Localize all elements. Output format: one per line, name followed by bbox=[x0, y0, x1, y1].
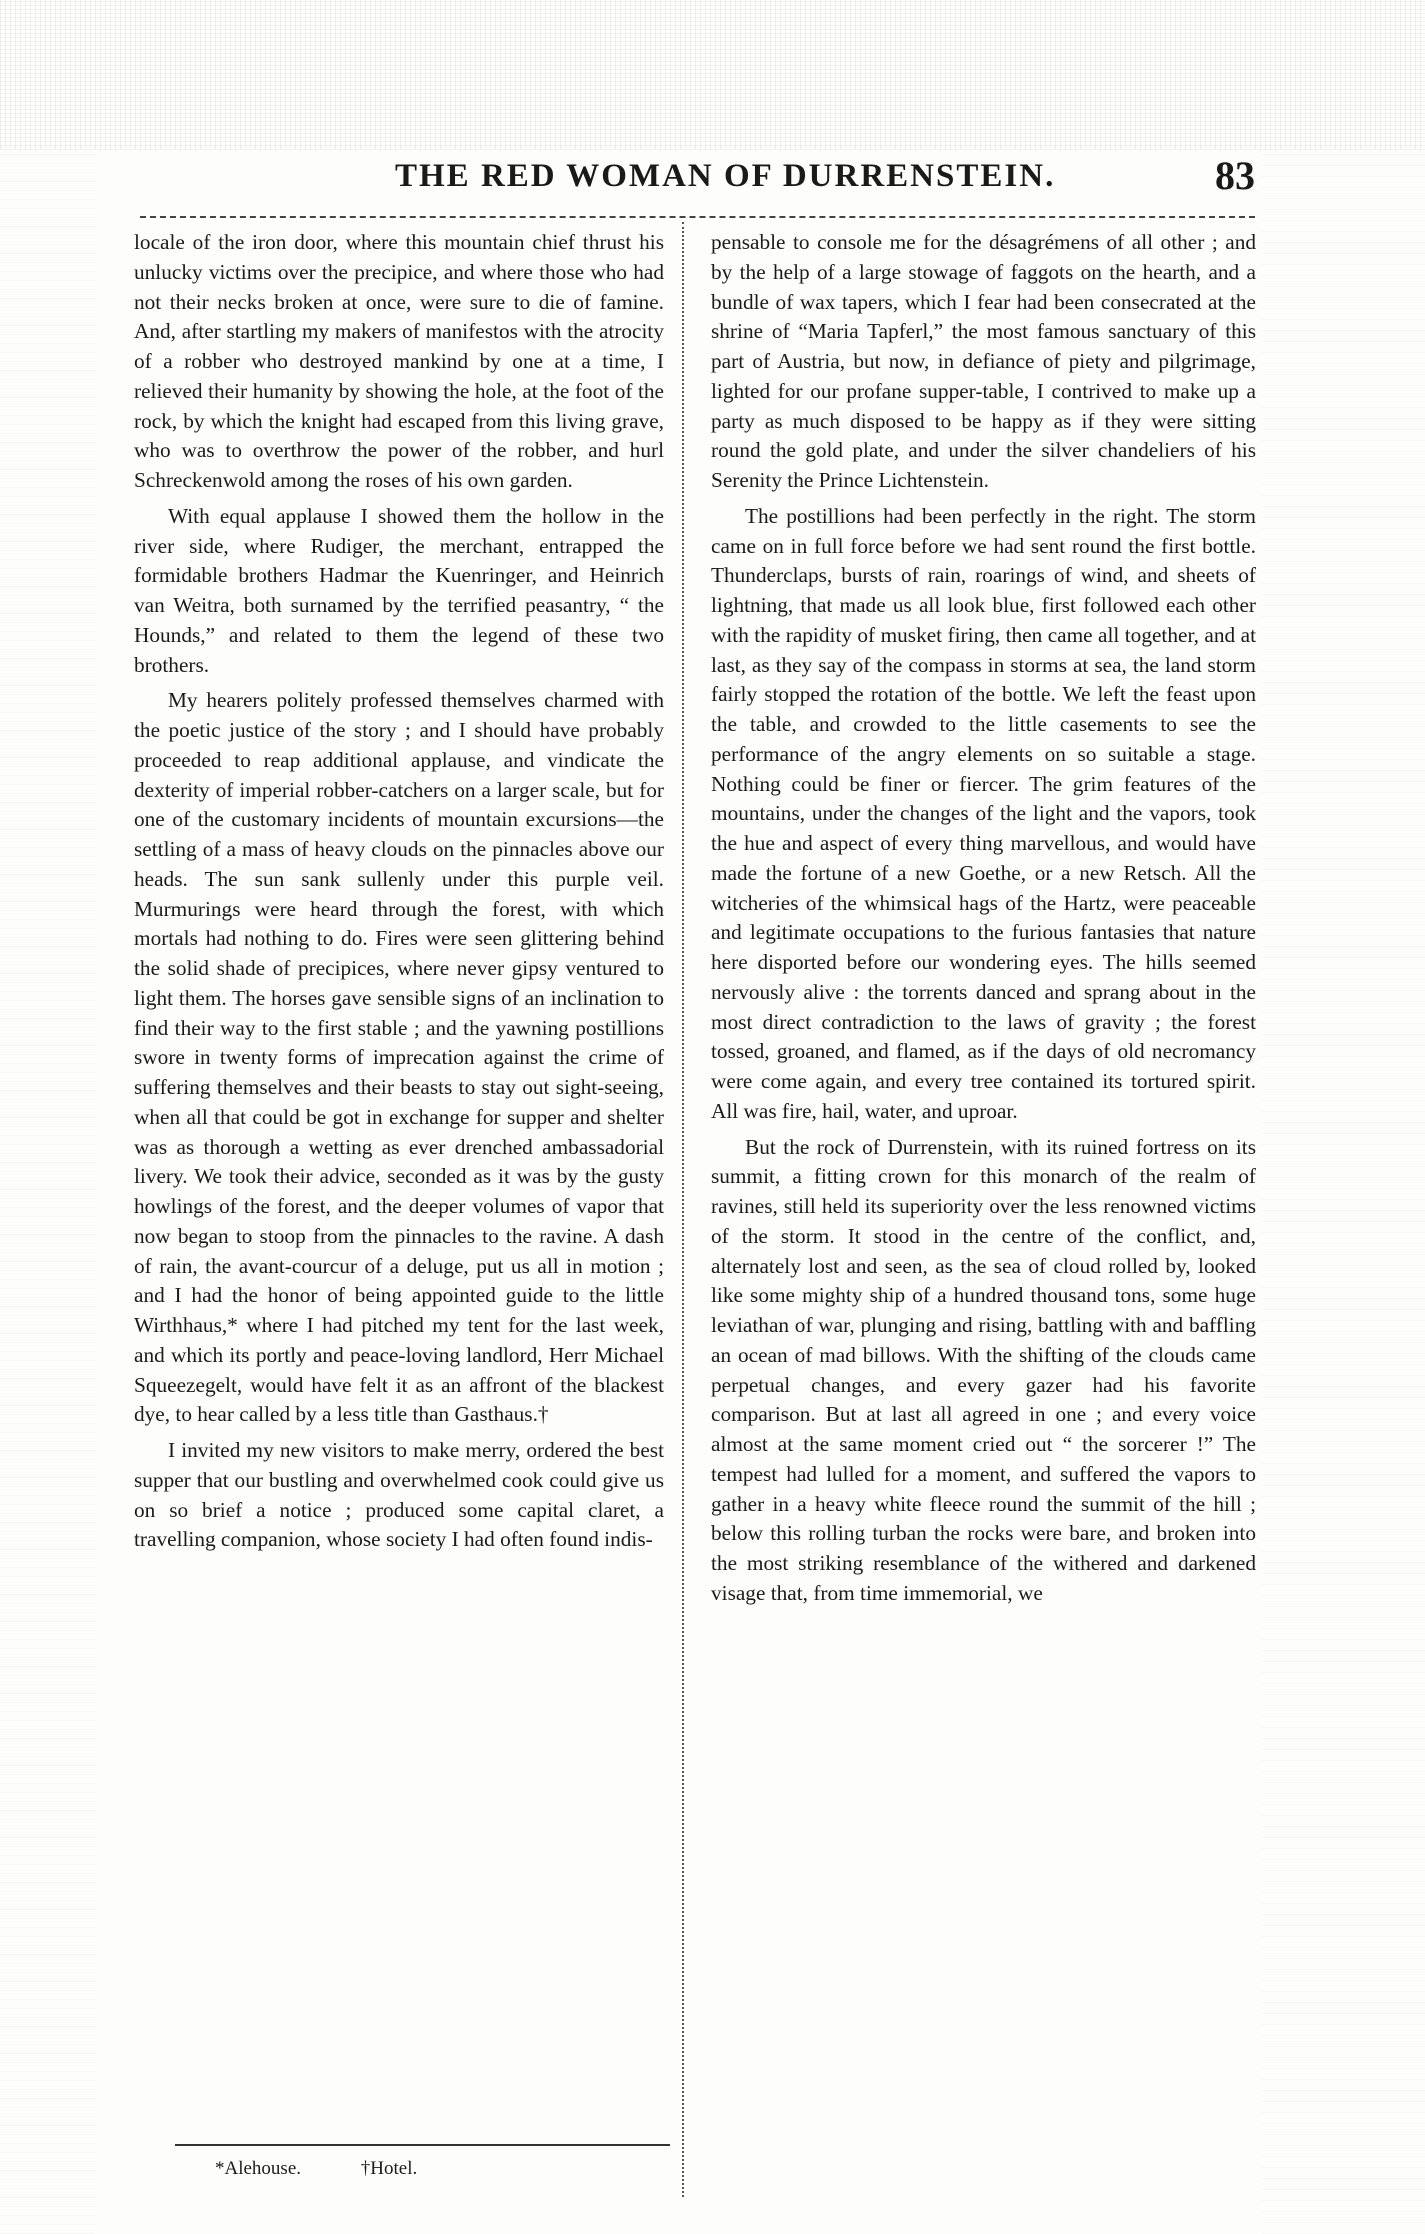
page-header bbox=[395, 150, 1265, 202]
scan-noise-top bbox=[0, 0, 1425, 150]
footnote-alehouse: *Alehouse. bbox=[215, 2158, 302, 2179]
footnote-hotel: †Hotel. bbox=[360, 2158, 418, 2179]
left-column bbox=[134, 228, 664, 1555]
scan-noise-right bbox=[1262, 150, 1425, 2234]
running-title: THE RED WOMAN OF DURRENSTEIN. bbox=[395, 158, 1056, 194]
paragraph: locale of the iron door, where this mountain chief thrust his unlucky victims over the precipice, and where those who had not their necks broken at once, were sure to die of famine. And, after startling my makers of manifestos with the atrocity of a robber who destroyed mankind by one at a time, I relieved their humanity by showing the hole, at the foot of the rock, by which the knight had escaped from this living grave, who was to overthrow the power of the robber, and hurl Schreckenwold among the roses of his own garden. bbox=[134, 230, 664, 492]
paragraph: With equal applause I showed them the hollow in the river side, where Rudiger, the merchant, entrapped the formidable brothers Hadmar the Kuenringer, and Heinrich van Weitra, both surnamed by the terrified peasantry, “ the Hounds,” and related to them the legend of these two brothers. bbox=[134, 503, 664, 677]
footnote-rule bbox=[175, 2144, 670, 2146]
paragraph: My hearers politely professed themselves charmed with the poetic justice of the story ; and I should have probably proceeded to reap additional applause, and vindicate the dexterity of imperial robber-catchers on a larger scale, but for one of the customary incidents of mountain excursions—the settling of a mass of heavy clouds on the pinnacles above our heads. The sun sank sullenly under this purple veil. Murmurings were heard through the forest, with which mortals had nothing to do. Fires were seen glittering behind the solid shade of precipices, where never gipsy ventured to light them. The horses gave sensible signs of an inclination to find their way to the first stable ; and the yawning postillions swore in twenty forms of imprecation against the crime of suffering themselves and their beasts to stay out sight-seeing, when all that could be got in exchange for supper and shelter was as thorough a wetting as ever drenched ambassadorial livery. We took their advice, seconded as it was by the gusty howlings of the forest, and the deeper volumes of vapor that now began to stoop from the pinnacles to the ravine. A dash of rain, the avant-courcur of a deluge, put us all in motion ; and I had the honor of being appointed guide to the little Wirthhaus,* where I had pitched my tent for the last week, and which its portly and peace-loving landlord, Herr Michael Squeezegelt, would have felt it as an affront of the blackest dye, to hear called by a less title than Gasthaus.† bbox=[134, 688, 664, 1427]
paragraph: I invited my new visitors to make merry, ordered the best supper that our bustling and overwhelmed cook could give us on so brief a notice ; produced some capital claret, a travelling companion, whose society I had often found indis- bbox=[134, 1438, 664, 1552]
right-column bbox=[711, 228, 1256, 1609]
scan-noise-left bbox=[0, 150, 95, 2234]
footnotes bbox=[215, 2158, 645, 2180]
page-number: 83 bbox=[1215, 153, 1255, 198]
header-rule bbox=[140, 216, 1255, 218]
column-divider bbox=[682, 222, 684, 2197]
paragraph: But the rock of Durrenstein, with its ruined fortress on its summit, a fitting crown for this monarch of the realm of ravines, still held its superiority over the less renowned victims of the storm. It stood in the centre of the conflict, and, alternately lost and seen, as the sea of cloud rolled by, looked like some mighty ship of a hundred thousand tons, some huge leviathan of war, plunging and rising, battling with and baffling an ocean of mad billows. With the shifting of the clouds came perpetual changes, and every gazer had his favorite comparison. But at last all agreed in one ; and every voice almost at the same moment cried out “ the sorcerer !” The tempest had lulled for a moment, and suffered the vapors to gather in a heavy white fleece round the summit of the hill ; below this rolling turban the rocks were bare, and broken into the most striking resemblance of the withered and darkened visage that, from time immemorial, we bbox=[711, 1134, 1256, 1605]
paragraph: pensable to console me for the désagrémens of all other ; and by the help of a large stowage of faggots on the hearth, and a bundle of wax tapers, which I fear had been consecrated at the shrine of “Maria Tapferl,” the most famous sanctuary of this part of Austria, but now, in defiance of piety and pilgrimage, lighted for our profane supper-table, I contrived to make up a party as much disposed to be happy as if they were sitting round the gold plate, and under the silver chandeliers of his Serenity the Prince Lichtenstein. bbox=[711, 230, 1256, 492]
paragraph: The postillions had been perfectly in the right. The storm came on in full force before we had sent round the first bottle. Thunderclaps, bursts of rain, roarings of wind, and sheets of lightning, that made us all look blue, first followed each other with the rapidity of musket firing, then came all together, and at last, as they say of the compass in storms at sea, the land storm fairly stopped the rotation of the bottle. We left the feast upon the table, and crowded to the little casements to see the performance of the angry elements on so suitable a stage. Nothing could be finer or fiercer. The grim features of the mountains, under the changes of the light and the vapors, took the hue and aspect of every thing marvellous, and would have made the fortune of a new Goethe, or a new Retsch. All the witcheries of the whimsical hags of the Hartz, were peaceable and legitimate occupations to the furious fantasies that nature here disported before our wondering eyes. The hills seemed nervously alive : the torrents danced and sprang about in the most direct contradiction to the laws of gravity ; the forest tossed, groaned, and flamed, as if the days of old necromancy were come again, and every tree contained its tortured spirit. All was fire, hail, water, and uproar. bbox=[711, 503, 1256, 1123]
